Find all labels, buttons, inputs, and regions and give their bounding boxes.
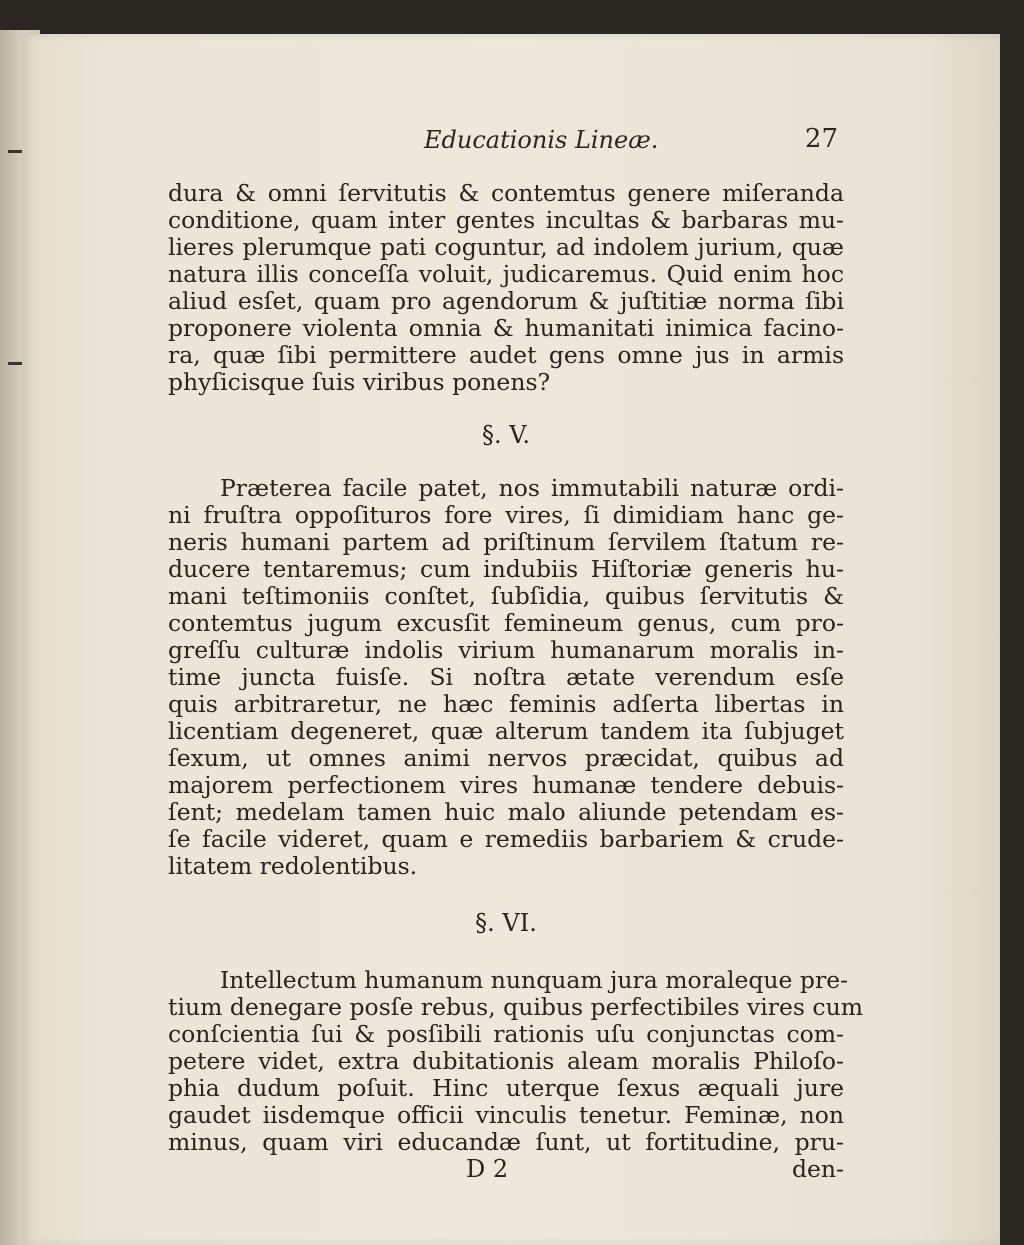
text-line: ni fruſtra oppoſituros fore vires, ſi dimidiam hanc ge- xyxy=(168,501,844,529)
page-footer xyxy=(168,1156,844,1183)
text-line: tium denegare posſe rebus, quibus perfectibiles vires cum xyxy=(168,993,864,1021)
text-line: Præterea facile patet, nos immutabili naturæ ordi- xyxy=(220,474,844,502)
running-head-title: Educationis Lineæ. xyxy=(424,126,659,154)
text-line: lieres plerumque pati coguntur, ad indolem jurium, quæ xyxy=(168,233,844,261)
page-number: 27 xyxy=(804,124,838,154)
text-line: time juncta fuisſe. Si noſtra ætate verendum esſe xyxy=(168,663,844,691)
catchword: den- xyxy=(791,1155,844,1183)
text-line: contemtus jugum excusſit femineum genus, cum pro- xyxy=(168,609,844,637)
text-line: phia dudum poſuit. Hinc uterque ſexus æquali jure xyxy=(168,1074,844,1102)
text-line: quis arbitraretur, ne hæc feminis adſerta libertas in xyxy=(168,690,844,718)
text-line: ra, quæ ſibi permittere audet gens omne jus in armis xyxy=(168,341,844,369)
text-line: Intellectum humanum nunquam jura moraleque pre- xyxy=(220,966,849,994)
text-line: aliud esſet, quam pro agendorum & juſtitiæ norma ſibi xyxy=(168,287,844,315)
text-line: petere videt, extra dubitationis aleam moralis Philoſo- xyxy=(168,1047,844,1075)
text-line: phyſicisque ſuis viribus ponens? xyxy=(168,368,551,396)
text-line: majorem perfectionem vires humanæ tendere debuis- xyxy=(168,771,844,799)
text-line: ſe facile videret, quam e remediis barbariem & crude- xyxy=(168,825,844,853)
text-line: mani teſtimoniis conſtet, ſubſidia, quibus ſervitutis & xyxy=(168,582,844,610)
text-line: dura & omni ſervitutis & contemtus genere miſeranda xyxy=(168,179,844,207)
binding-mark xyxy=(8,150,22,153)
text-line: conſcientia ſui & posſibili rationis uſu conjunctas com- xyxy=(168,1020,844,1048)
running-head xyxy=(420,120,840,160)
text-line: proponere violenta omnia & humanitati inimica facino- xyxy=(168,314,844,342)
binding-mark xyxy=(8,362,22,365)
section-heading: §. V. xyxy=(481,421,531,449)
text-line: ſexum, ut omnes animi nervos præcidat, quibus ad xyxy=(168,744,844,772)
text-line: conditione, quam inter gentes incultas & barbaras mu- xyxy=(168,206,844,234)
text-line: natura illis conceſſa voluit, judicaremus. Quid enim hoc xyxy=(168,260,844,288)
text-line: greſſu culturæ indolis virium humanarum moralis in- xyxy=(168,636,844,664)
text-block xyxy=(168,179,864,1183)
text-line: licentiam degeneret, quæ alterum tandem ita ſubjuget xyxy=(168,717,844,745)
text-line: gaudet iisdemque officii vinculis tenetur. Feminæ, non xyxy=(168,1101,844,1129)
text-line: neris humani partem ad priſtinum ſervilem ſtatum re- xyxy=(168,528,844,556)
text-line: ſent; medelam tamen huic malo aliunde petendam es- xyxy=(168,798,844,826)
text-line: ducere tentaremus; cum indubiis Hiſtoriæ generis hu- xyxy=(168,555,844,583)
signature-mark: D 2 xyxy=(466,1155,509,1183)
section-heading: §. VI. xyxy=(475,909,537,937)
text-line: minus, quam viri educandæ ſunt, ut fortitudine, pru- xyxy=(168,1128,844,1156)
text-line: litatem redolentibus. xyxy=(168,852,418,880)
